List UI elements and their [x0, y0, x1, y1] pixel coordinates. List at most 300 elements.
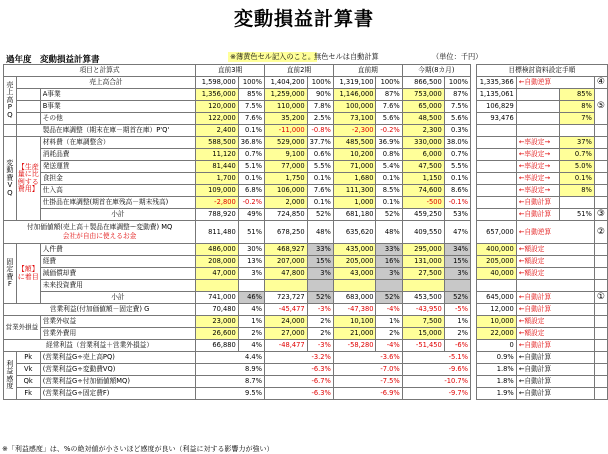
row-vk	[4, 364, 608, 376]
table-cell	[402, 280, 444, 292]
table-cell: 30%	[238, 244, 264, 256]
footnote: ※「利益感度」は、%の絶対値が小さいほど感度が良い（利益に対する影響力が強い）	[2, 445, 274, 453]
table-cell: 経費	[40, 256, 195, 268]
table-cell: 81,440	[196, 161, 239, 173]
table-cell: ①	[594, 292, 607, 304]
table-cell	[476, 125, 516, 137]
table-cell: -7.0%	[333, 364, 402, 376]
table-cell: 52%	[376, 292, 402, 304]
table-cell: 10,000	[476, 316, 516, 328]
table-cell: 11,120	[196, 149, 239, 161]
table-cell: 485,500	[333, 137, 376, 149]
table-cell: ←自動計算	[516, 304, 594, 316]
group-sales: 売上高PQ	[4, 77, 17, 125]
table-cell: 52%	[444, 292, 470, 304]
table-cell: 100,000	[333, 101, 376, 113]
table-cell: ←額設定	[516, 256, 594, 268]
table-cell: 小計	[40, 292, 195, 304]
table-cell: 1.9%	[476, 388, 516, 400]
row-sales-b	[4, 101, 608, 113]
table-cell: 0.7%	[560, 149, 595, 161]
row-future	[4, 280, 608, 292]
table-cell: -4%	[376, 304, 402, 316]
table-cell: 53%	[444, 209, 470, 221]
table-cell: 678,250	[264, 221, 307, 244]
table-cell: ③	[594, 209, 607, 221]
sheet-caption: 過年度 変動損益計算書	[6, 55, 100, 65]
table-cell: ←率設定→	[516, 149, 559, 161]
table-cell: 47,800	[264, 268, 307, 280]
table-cell: -3.2%	[264, 352, 333, 364]
table-cell: 753,000	[402, 89, 444, 101]
table-cell: 0.1%	[560, 173, 595, 185]
table-cell: ←自動計算	[516, 388, 594, 400]
table-cell: 48,500	[402, 113, 444, 125]
table-cell: 724,850	[264, 209, 307, 221]
row-nonop-inc	[4, 316, 608, 328]
table-cell: 13%	[238, 256, 264, 268]
table-cell: ④	[594, 77, 607, 89]
table-cell: 7%	[560, 113, 595, 125]
table-cell: 0.1%	[307, 197, 333, 209]
table-cell: 2%	[444, 328, 470, 340]
col-item-header: 項目と計算式	[4, 65, 196, 77]
table-cell	[560, 125, 595, 137]
row-purchase	[4, 185, 608, 197]
table-cell: 47,000	[196, 268, 239, 280]
table-cell: 2,300	[402, 125, 444, 137]
table-cell: -0.1%	[444, 197, 470, 209]
table-cell	[16, 113, 40, 125]
table-cell: 35,200	[264, 113, 307, 125]
table-cell: ←額設定	[516, 244, 594, 256]
table-cell: 33%	[307, 244, 333, 256]
table-cell	[594, 185, 607, 197]
table-cell: 1,356,000	[196, 89, 239, 101]
table-cell: 7.6%	[238, 113, 264, 125]
table-cell: 48%	[307, 221, 333, 244]
table-cell: 208,000	[196, 256, 239, 268]
table-cell: 37.7%	[307, 137, 333, 149]
table-cell: 7.5%	[444, 101, 470, 113]
table-cell: 588,500	[196, 137, 239, 149]
table-cell	[476, 161, 516, 173]
row-consumables	[4, 149, 608, 161]
table-cell: 0.9%	[476, 352, 516, 364]
table-cell: その他	[40, 113, 195, 125]
table-cell: 635,620	[333, 221, 376, 244]
table-cell: 0.6%	[307, 149, 333, 161]
table-cell: 8%	[560, 185, 595, 197]
table-cell: 6.8%	[238, 185, 264, 197]
table-cell: 23,000	[196, 316, 239, 328]
row-var-total	[4, 209, 608, 221]
table-cell: 87%	[376, 89, 402, 101]
table-cell: Fk	[16, 388, 40, 400]
table-cell: 205,000	[333, 256, 376, 268]
table-cell: 48%	[376, 221, 402, 244]
table-cell	[594, 352, 607, 364]
table-cell: -43,950	[402, 304, 444, 316]
table-cell: 0.1%	[444, 173, 470, 185]
table-cell: 2%	[238, 328, 264, 340]
group-fixed-note: 【額】に着目	[16, 244, 40, 304]
table-cell: Vk	[16, 364, 40, 376]
row-fix-total	[4, 292, 608, 304]
table-cell: 811,480	[196, 221, 239, 244]
yellow-cell-note: ※薄黄色セル記入のこと。	[230, 52, 316, 61]
table-cell: 106,829	[476, 101, 516, 113]
table-cell: 営業外収益	[40, 316, 195, 328]
table-cell: 120,000	[196, 101, 239, 113]
table-cell: 85%	[238, 89, 264, 101]
table-cell: ←自動計算	[516, 197, 559, 209]
table-cell: ←自動計算	[516, 340, 594, 352]
table-cell: -0.2%	[238, 197, 264, 209]
table-cell: 15,000	[402, 328, 444, 340]
table-cell	[594, 125, 607, 137]
table-cell: 食担金	[40, 173, 195, 185]
table-cell: -2,300	[333, 125, 376, 137]
table-cell: 2,400	[196, 125, 239, 137]
table-cell: 74,600	[402, 185, 444, 197]
table-cell: 36.9%	[376, 137, 402, 149]
row-other-var	[4, 173, 608, 185]
table-cell: 4.4%	[196, 352, 265, 364]
table-cell: 52%	[376, 209, 402, 221]
table-cell: 77,000	[264, 161, 307, 173]
table-cell: -5%	[444, 304, 470, 316]
table-cell: 3%	[307, 268, 333, 280]
col-p3-header: 直前3期	[196, 65, 265, 77]
table-cell: ←自動計算	[516, 376, 594, 388]
table-cell: -6.9%	[333, 388, 402, 400]
table-cell: 8%	[560, 101, 595, 113]
table-cell: 15%	[444, 256, 470, 268]
table-cell: 経常利益（営業利益＋営業外損益）	[4, 340, 196, 352]
table-cell: 8.7%	[196, 376, 265, 388]
table-cell: (営業利益G÷変動費VQ)	[40, 364, 195, 376]
table-cell: 27,500	[402, 268, 444, 280]
table-cell	[476, 137, 516, 149]
table-cell: Qk	[16, 376, 40, 388]
table-cell: ←自動計算	[516, 292, 594, 304]
row-wip	[4, 197, 608, 209]
table-cell: 10,200	[333, 149, 376, 161]
table-cell	[516, 280, 594, 292]
table-cell: 1,259,000	[264, 89, 307, 101]
cell-text: 会社が自由に使えるお金	[62, 232, 137, 240]
group-sens: 利益感度	[4, 352, 17, 400]
table-cell	[594, 197, 607, 209]
table-cell: ←自動逆算	[516, 77, 594, 89]
table-cell: 100%	[444, 77, 470, 89]
table-cell: 26,600	[196, 328, 239, 340]
table-cell: 100%	[238, 77, 264, 89]
table-cell: 90%	[307, 89, 333, 101]
table-cell: 73,100	[333, 113, 376, 125]
group-nonop: 営業外損益	[4, 316, 41, 340]
table-cell	[594, 376, 607, 388]
table-cell	[594, 161, 607, 173]
table-cell: -9.7%	[402, 388, 470, 400]
table-cell	[476, 149, 516, 161]
row-sales-c	[4, 113, 608, 125]
table-cell	[594, 304, 607, 316]
table-cell: 1.8%	[476, 376, 516, 388]
table-cell: -3%	[307, 340, 333, 352]
table-cell: 723,727	[264, 292, 307, 304]
table-cell: 52%	[307, 209, 333, 221]
table-cell: 1,146,000	[333, 89, 376, 101]
row-mq	[4, 221, 608, 244]
table-cell: 0.1%	[238, 125, 264, 137]
table-cell: 51%	[560, 209, 595, 221]
table-cell: 683,000	[333, 292, 376, 304]
table-cell: 37%	[560, 137, 595, 149]
group-variable: 変動費VQ	[4, 137, 17, 221]
table-cell: -3%	[307, 304, 333, 316]
table-cell: ←率設定→	[516, 185, 559, 197]
table-cell: 110,000	[264, 101, 307, 113]
table-cell	[4, 125, 17, 137]
table-cell: ←自動計算	[516, 364, 594, 376]
table-cell	[307, 280, 333, 292]
table-cell: 7,500	[402, 316, 444, 328]
table-cell: 0.8%	[376, 149, 402, 161]
row-nonop-exp	[4, 328, 608, 340]
table-cell: -0.2%	[376, 125, 402, 137]
table-cell: 22,000	[476, 328, 516, 340]
table-cell: 3%	[376, 268, 402, 280]
table-cell: 8.6%	[444, 185, 470, 197]
table-cell: 営業外費用	[40, 328, 195, 340]
table-cell	[516, 89, 559, 101]
table-cell: 消耗品費	[40, 149, 195, 161]
table-cell: 1%	[238, 316, 264, 328]
table-cell: 1,404,200	[264, 77, 307, 89]
table-cell: -10.7%	[402, 376, 470, 388]
table-cell: ⑤	[594, 89, 607, 125]
table-cell: 1,000	[333, 197, 376, 209]
table-cell: -6.7%	[264, 376, 333, 388]
table-cell	[594, 388, 607, 400]
table-cell: 46%	[238, 292, 264, 304]
table-cell: 5.1%	[238, 161, 264, 173]
table-cell: 5.0%	[560, 161, 595, 173]
table-cell: -48,477	[264, 340, 307, 352]
table-cell: 0.3%	[444, 125, 470, 137]
table-cell: ←額設定	[516, 316, 594, 328]
table-cell	[476, 185, 516, 197]
row-sales-a	[4, 89, 608, 101]
table-cell: -3.6%	[333, 352, 402, 364]
table-cell: 8.5%	[376, 185, 402, 197]
table-cell: 1,750	[264, 173, 307, 185]
table-cell: (営業利益G÷売上高PQ)	[40, 352, 195, 364]
table-cell: 85%	[560, 89, 595, 101]
table-cell	[16, 101, 40, 113]
table-cell	[196, 280, 239, 292]
table-cell: 0.1%	[307, 173, 333, 185]
table-cell: 70,480	[196, 304, 239, 316]
table-cell	[476, 280, 516, 292]
table-cell: -58,280	[333, 340, 376, 352]
table-cell: 2%	[376, 328, 402, 340]
table-cell: 40,000	[476, 268, 516, 280]
row-qk	[4, 376, 608, 388]
table-cell: 10,100	[333, 316, 376, 328]
table-cell: 未来投資費用	[40, 280, 195, 292]
table-cell: 2%	[307, 316, 333, 328]
table-cell: 459,250	[402, 209, 444, 221]
table-cell: (営業利益G÷付加価値額MQ)	[40, 376, 195, 388]
table-cell: -11,000	[264, 125, 307, 137]
table-cell: 0.1%	[376, 197, 402, 209]
table-cell	[16, 89, 40, 101]
row-materials	[4, 137, 608, 149]
table-cell: ←額設定	[516, 328, 594, 340]
table-cell	[594, 340, 607, 352]
table-cell: 52%	[307, 292, 333, 304]
table-cell: 15%	[307, 256, 333, 268]
page-title: 変動損益計算書	[233, 8, 374, 30]
table-cell: 製品在庫調整（期末在庫－期首在庫）P'Q'	[16, 125, 195, 137]
table-cell: 36.8%	[238, 137, 264, 149]
pl-table	[3, 64, 608, 400]
table-cell: -51,450	[402, 340, 444, 352]
row-sales-total	[4, 77, 608, 89]
table-cell: ②	[594, 221, 607, 244]
table-cell: ←率設定→	[516, 161, 559, 173]
table-cell: 0.1%	[376, 173, 402, 185]
table-cell: -6.3%	[264, 388, 333, 400]
group-variable-note: 【生産量に比例する費用】	[16, 137, 40, 221]
table-cell: ←自動計算	[516, 352, 594, 364]
table-cell: 1%	[376, 316, 402, 328]
table-cell: 66,880	[196, 340, 239, 352]
table-cell: 5.6%	[376, 113, 402, 125]
table-cell: 38.0%	[444, 137, 470, 149]
table-cell: 400,000	[476, 244, 516, 256]
table-cell: 7.5%	[238, 101, 264, 113]
table-cell: 47,500	[402, 161, 444, 173]
table-cell: -0.8%	[307, 125, 333, 137]
table-cell: 409,550	[402, 221, 444, 244]
table-cell: 1%	[444, 316, 470, 328]
table-cell: 1,335,366	[476, 77, 516, 89]
table-cell: 111,300	[333, 185, 376, 197]
table-cell: 人件費	[40, 244, 195, 256]
row-expenses	[4, 256, 608, 268]
unit-label: （単位：千円）	[432, 52, 483, 61]
table-cell: 減価償却費	[40, 268, 195, 280]
table-cell	[594, 316, 607, 328]
table-cell: 43,000	[333, 268, 376, 280]
table-cell	[4, 221, 196, 244]
table-cell: 468,927	[264, 244, 307, 256]
table-cell: 486,000	[196, 244, 239, 256]
table-cell: -9.6%	[402, 364, 470, 376]
row-inv-change	[4, 125, 608, 137]
table-cell: 3%	[444, 268, 470, 280]
row-fk	[4, 388, 608, 400]
table-cell: 1.8%	[476, 364, 516, 376]
table-cell: ←率設定→	[516, 137, 559, 149]
col-p2-header: 直前2期	[264, 65, 333, 77]
table-cell: ←自動逆算	[516, 221, 594, 244]
group-fixed: 固定費F	[4, 244, 17, 304]
table-cell: 材料費（在庫調整含）	[40, 137, 195, 149]
table-cell	[594, 280, 607, 292]
table-cell: 207,000	[264, 256, 307, 268]
table-cell: 3%	[238, 268, 264, 280]
table-cell: 1,598,000	[196, 77, 239, 89]
table-cell: -500	[402, 197, 444, 209]
table-cell: ←額設定	[516, 268, 594, 280]
row-ord-profit	[4, 340, 608, 352]
table-cell: 0.7%	[238, 149, 264, 161]
table-cell: 発送運賃	[40, 161, 195, 173]
table-cell	[594, 149, 607, 161]
table-cell: 741,000	[196, 292, 239, 304]
table-cell: 51%	[238, 221, 264, 244]
table-cell: 788,920	[196, 209, 239, 221]
table-cell: 6,000	[402, 149, 444, 161]
table-cell: 9.5%	[196, 388, 265, 400]
table-cell: 453,500	[402, 292, 444, 304]
table-cell: 売上高合計	[16, 77, 195, 89]
row-pk	[4, 352, 608, 364]
table-cell	[476, 209, 516, 221]
table-cell: 205,000	[476, 256, 516, 268]
table-cell: 106,000	[264, 185, 307, 197]
table-cell: 4%	[238, 340, 264, 352]
row-op-profit	[4, 304, 608, 316]
col-goal-header: 目標検討資料設定手順	[476, 65, 607, 77]
table-cell	[594, 328, 607, 340]
table-cell: 7.8%	[307, 101, 333, 113]
table-cell: 1,150	[402, 173, 444, 185]
table-cell: 295,000	[402, 244, 444, 256]
table-cell: 2,000	[264, 197, 307, 209]
table-cell: 0	[476, 340, 516, 352]
table-cell: 529,000	[264, 137, 307, 149]
col-p1-header: 直前期	[333, 65, 402, 77]
table-cell: -7.5%	[333, 376, 402, 388]
row-depr	[4, 268, 608, 280]
table-cell: 866,500	[402, 77, 444, 89]
table-cell	[444, 280, 470, 292]
table-cell	[476, 197, 516, 209]
table-cell: 9,100	[264, 149, 307, 161]
table-cell: -5.1%	[402, 352, 470, 364]
table-cell: 645,000	[476, 292, 516, 304]
table-cell: -47,380	[333, 304, 376, 316]
table-cell: Pk	[16, 352, 40, 364]
table-cell: 100%	[376, 77, 402, 89]
table-cell: 27,000	[264, 328, 307, 340]
table-cell: 0.7%	[444, 149, 470, 161]
table-cell: 仕入高	[40, 185, 195, 197]
table-cell: 49%	[238, 209, 264, 221]
table-cell: 0.1%	[238, 173, 264, 185]
row-labor	[4, 244, 608, 256]
table-cell: 109,000	[196, 185, 239, 197]
table-cell	[376, 280, 402, 292]
table-cell	[594, 256, 607, 268]
table-cell	[594, 137, 607, 149]
